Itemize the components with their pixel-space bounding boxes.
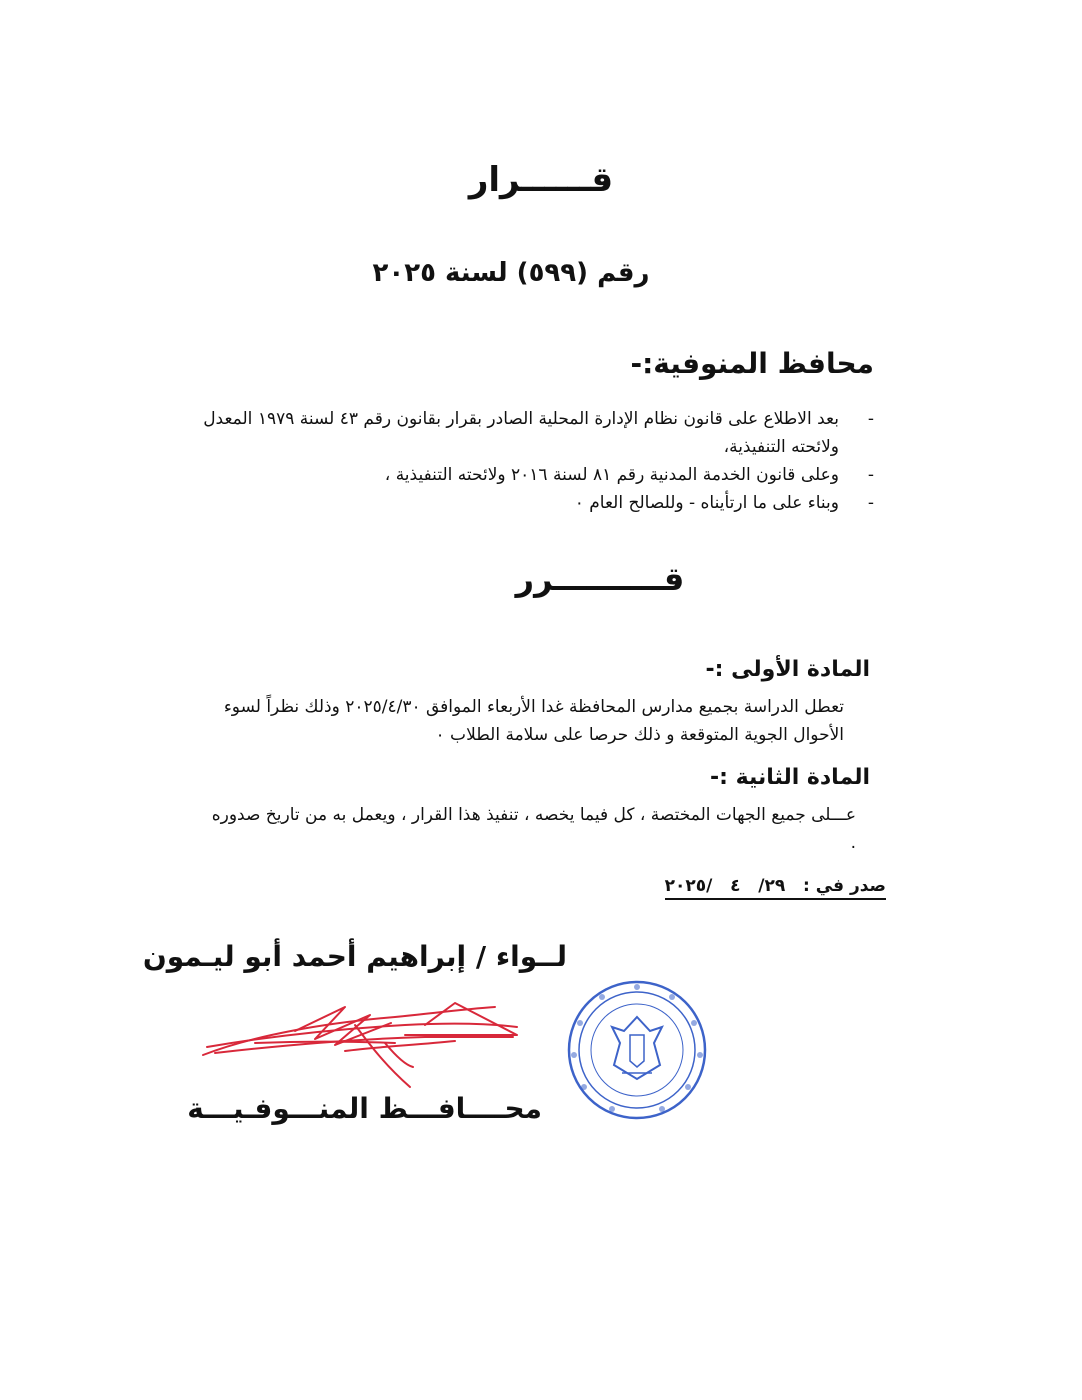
preamble-item: - بعد الاطلاع على قانون نظام الإدارة المحلية الصادر بقرار بقانون رقم ٤٣ لسنة ١٩٧٩ المعدل ولائحته التنفيذية، [203,409,874,457]
signer-title: محــــافـــظ المنـــوفـيـــة [187,1092,542,1125]
article-1-title: المادة الأولى :- [705,657,870,682]
issue-date: صدر في : ٢٩/ ٤ /٢٠٢٥ [665,876,886,900]
seal-icon [562,975,712,1125]
preamble-text: وبناء على ما ارتأيناه - وللصالح العام ٠ [574,493,839,513]
governor-heading: محافظ المنوفية:- [630,347,874,380]
article-2-body: عـــلى جميع الجهات المختصة ، كل فيما يخصه ، تنفيذ هذا القرار ، ويعمل به من تاريخ صدوره . [211,805,856,853]
decided-heading: قــــــــــرر [515,560,685,598]
preamble-text: بعد الاطلاع على قانون نظام الإدارة المحلية الصادر بقرار بقانون رقم ٤٣ لسنة ١٩٧٩ المعدل ولائحته التنفيذية، [203,409,839,457]
preamble-text: وعلى قانون الخدمة المدنية رقم ٨١ لسنة ٢٠١٦ ولائحته التنفيذية ، [384,465,839,485]
signature-icon [195,995,535,1105]
signer-name: لــواء / إبراهيم أحمد أبو ليـمون [142,940,567,973]
article-1-body: تعطل الدراسة بجميع مدارس المحافظة غدا الأربعاء الموافق ٢٠٢٥/٤/٣٠ وذلك نظراً لسوء الأحوال الجوية المتوقعة و ذلك حرصا على سلامة الطلاب ٠ [223,697,844,745]
preamble-list [174,405,874,517]
preamble-item: - وبناء على ما ارتأيناه - وللصالح العام ٠ [574,493,874,513]
article-2-title: المادة الثانية :- [710,765,870,790]
decree-number: رقم (٥٩٩) لسنة ٢٠٢٥ [372,258,650,288]
preamble-item: - وعلى قانون الخدمة المدنية رقم ٨١ لسنة ٢٠١٦ ولائحته التنفيذية ، [384,465,874,485]
document-title: قــــــرار [468,160,614,200]
